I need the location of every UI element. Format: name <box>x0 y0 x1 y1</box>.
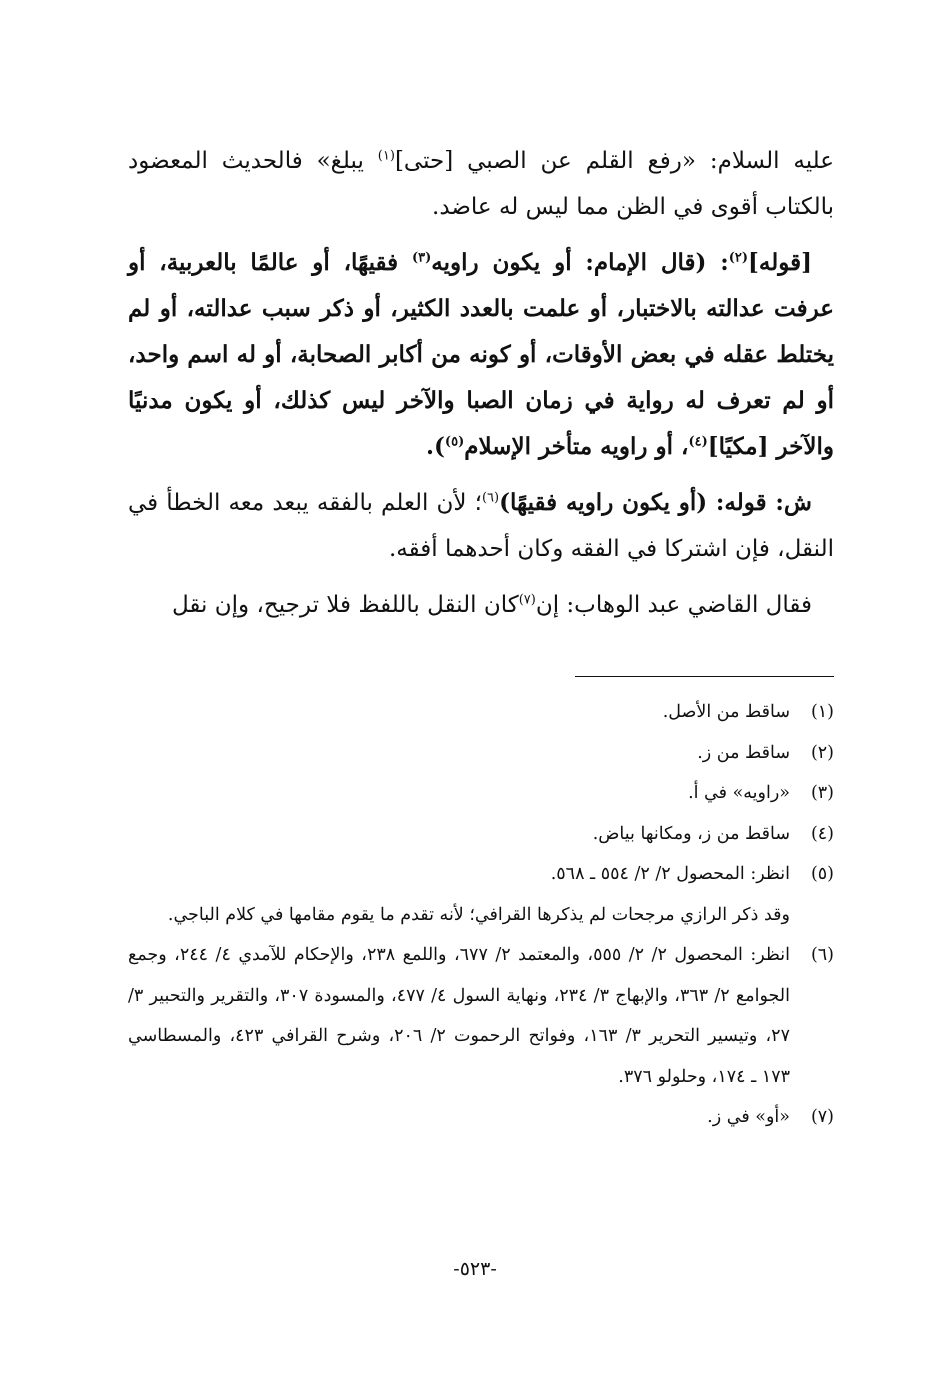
paragraph-2-body: فقيهًا، أو عالمًا بالعربية، أو عرفت عدالته بالاختبار، أو علمت بالعدد الكثير، أو ذكر سبب عدالته، أو لم يختلط عقله في بعض الأوقات، أو كونه من أكابر الصحابة، أو له اسم واحد، أو لم تعرف له رواية في زمان الصبا والآخر ليس كذلك، أو يكون مدنيًا والآخر [مكيًا] <box>128 249 834 460</box>
footnote-number: (٥) <box>810 864 834 884</box>
paragraph-3-tail: ؛ لأن العلم بالفقه يبعد معه الخطأ في النقل، فإن اشتركا في الفقه وكان أحدهما أفقه. <box>128 490 834 562</box>
footnote-number: (١) <box>810 702 834 722</box>
paragraph-4-tail: كان النقل باللفظ فلا ترجيح، وإن نقل <box>172 592 519 618</box>
paragraph-1-tail: يبلغ» فالحديث المعضود بالكتاب أقوى في الظن مما ليس له عاضد. <box>128 148 834 220</box>
footnote-text: ساقط من الأصل. <box>662 702 790 722</box>
footnote-text: ساقط من ز. <box>697 742 790 763</box>
footnote-3 <box>128 773 834 814</box>
footnote-2 <box>128 733 834 774</box>
footnote-ref-2: (٢) <box>728 250 749 266</box>
footnotes <box>128 692 834 1138</box>
footnote-text: «أو» في ز. <box>707 1107 790 1127</box>
paragraph-1 <box>128 138 834 230</box>
paragraph-2-after4: ، أو راويه متأخر الإسلام <box>464 433 689 460</box>
footnote-ref-6: (٦) <box>481 490 500 506</box>
footnote-ref-5: (٥) <box>444 434 465 450</box>
footnote-5-continuation <box>128 895 834 936</box>
footnote-text: ساقط من ز، ومكانها بياض. <box>592 823 790 844</box>
footnote-text: انظر: المحصول ٢/ ٢/ ٥٥٤ ـ ٥٦٨. <box>550 864 790 884</box>
footnote-1 <box>128 692 834 733</box>
footnote-number: (٢) <box>810 742 834 763</box>
footnote-7 <box>128 1097 834 1138</box>
paragraph-1-text: عليه السلام: «رفع القلم عن الصبي [حتى] <box>394 148 834 174</box>
paragraph-3 <box>128 480 834 572</box>
main-text <box>128 138 834 638</box>
paragraph-2-end: ). <box>426 433 445 460</box>
footnote-ref-4: (٤) <box>688 434 708 450</box>
footnote-ref-7: (٧) <box>518 592 536 608</box>
paragraph-4-lead: فقال القاضي عبد الوهاب: إن <box>535 592 812 618</box>
footnote-text: «راويه» في أ. <box>688 783 790 803</box>
footnote-number: (٧) <box>810 1107 834 1127</box>
footnote-4 <box>128 814 834 855</box>
paragraph-2-mid: : (قال الإمام: أو يكون راويه <box>431 249 729 276</box>
footnote-text: وقد ذكر الرازي مرجحات لم يذكرها القرافي؛ لأنه تقدم ما يقوم مقامها في كلام الباجي. <box>167 904 790 925</box>
footnote-number: (٣) <box>810 783 834 803</box>
paragraph-4 <box>128 582 834 628</box>
paragraph-2-bracket: [قوله] <box>748 249 812 276</box>
footnote-text: انظر: المحصول ٢/ ٢/ ٥٥٥، والمعتمد ٢/ ٦٧٧، واللمع ٢٣٨، والإحكام للآمدي ٤/ ٢٤٤، وجمع الجوامع ٢/ ٣٦٣، والإبهاج ٣/ ٢٣٤، ونهاية السول ٤/ ٤٧٧، والمسودة ٣٠٧، والتقرير والتحبير ٣/ ٢٧، وتيسير التحرير ٣/ ١٦٣، وفواتح الرحموت ٢/ ٢٠٦، وشرح القرافي ٤٢٣، والمسطاسي ١٧٣ ـ ١٧٤، وحلولو ٣٧٦. <box>128 945 791 1087</box>
footnote-ref-3: (٣) <box>412 250 432 266</box>
paragraph-3-lead: ش: قوله: (أو يكون راويه فقيهًا) <box>499 489 812 516</box>
footnote-6 <box>128 935 834 1097</box>
footnote-separator <box>575 676 834 677</box>
footnote-5 <box>128 854 834 895</box>
footnote-number: (٤) <box>810 823 834 844</box>
page-number: -٥٢٣- <box>453 1258 497 1280</box>
footnote-number: (٦) <box>810 945 834 965</box>
paragraph-2 <box>128 240 834 470</box>
footnote-ref-1: (١) <box>377 148 395 164</box>
